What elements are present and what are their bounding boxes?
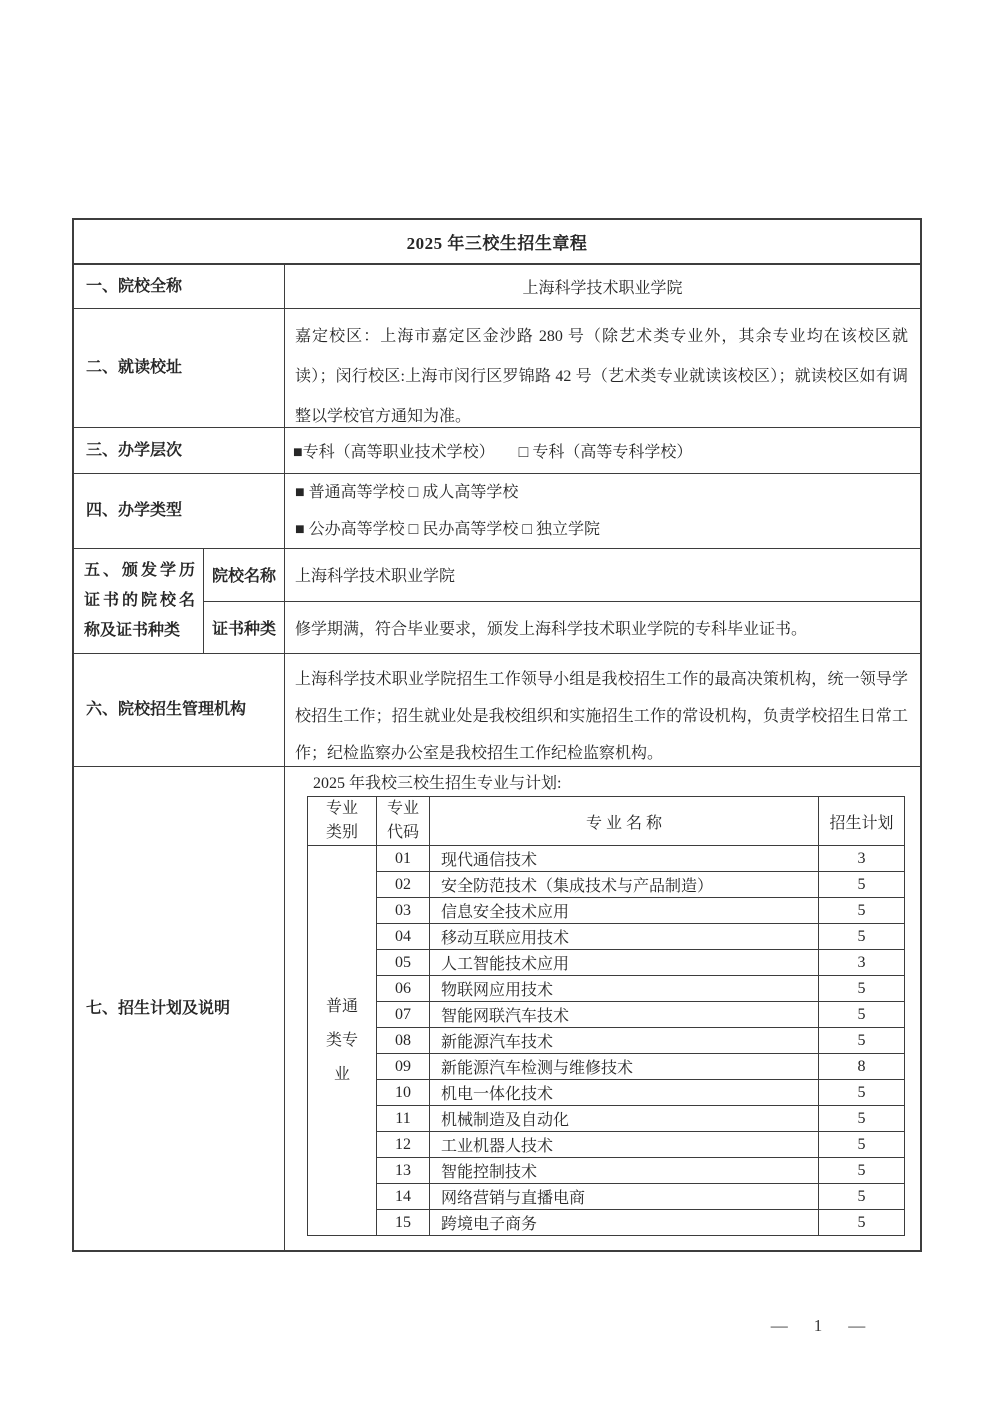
label-admission-org: 六、院校招生管理机构 (74, 654, 285, 766)
plan-major-count: 5 (819, 924, 905, 950)
plan-major-count: 5 (819, 1028, 905, 1054)
plan-row (308, 846, 905, 872)
row-admission-org (74, 654, 920, 767)
plan-major-name: 安全防范技术（集成技术与产品制造） (430, 872, 819, 898)
page-number (748, 1316, 888, 1336)
plan-major-name: 新能源汽车技术 (430, 1028, 819, 1054)
plan-major-count: 5 (819, 976, 905, 1002)
plan-major-code: 12 (377, 1132, 430, 1158)
plan-major-count: 5 (819, 1184, 905, 1210)
plan-major-code: 05 (377, 950, 430, 976)
plan-major-code: 04 (377, 924, 430, 950)
label-certificate: 五、颁发学历证书的院校名称及证书种类 (74, 549, 204, 653)
plan-major-code: 06 (377, 976, 430, 1002)
plan-major-name: 现代通信技术 (430, 846, 819, 872)
plan-major-count: 5 (819, 898, 905, 924)
plan-major-code: 10 (377, 1080, 430, 1106)
value-college-name: 上海科学技术职业学院 (522, 280, 683, 297)
plan-intro: 2025 年我校三校生招生专业与计划: (313, 775, 562, 792)
plan-major-count: 5 (819, 1002, 905, 1028)
plan-major-code: 08 (377, 1028, 430, 1054)
header-plan-count: 招生计划 (819, 797, 905, 846)
row-certificate (74, 549, 920, 654)
row-school-type (74, 474, 920, 549)
certificate-subtable (204, 549, 920, 653)
plan-category-cell: 普通类专业 (308, 846, 377, 1236)
plan-major-name: 人工智能技术应用 (430, 950, 819, 976)
table-title-row (74, 220, 920, 265)
plan-row (308, 976, 905, 1002)
plan-row (308, 1184, 905, 1210)
plan-row (308, 898, 905, 924)
plan-major-count: 8 (819, 1054, 905, 1080)
page-number-dash-right: — (848, 1316, 866, 1335)
label-enrollment-plan: 七、招生计划及说明 (74, 767, 285, 1250)
plan-major-count: 3 (819, 846, 905, 872)
row-education-level (74, 428, 920, 474)
label-education-level: 三、办学层次 (74, 428, 285, 473)
page-number-dash-left: — (770, 1316, 788, 1335)
plan-major-count: 5 (819, 1158, 905, 1184)
label-campus-address: 二、就读校址 (74, 309, 285, 427)
plan-row (308, 1210, 905, 1236)
plan-major-code: 14 (377, 1184, 430, 1210)
plan-major-code: 03 (377, 898, 430, 924)
sublabel-college-name: 院校名称 (204, 549, 285, 601)
plan-row (308, 1158, 905, 1184)
value-education-level: ■专科（高等职业技术学校） □ 专科（高等专科学校） (293, 444, 693, 461)
plan-major-count: 5 (819, 1106, 905, 1132)
admission-regulations-table (72, 218, 922, 1252)
header-major-name: 专 业 名 称 (430, 797, 819, 846)
plan-row (308, 1054, 905, 1080)
plan-table-body (308, 846, 905, 1236)
plan-major-code: 02 (377, 872, 430, 898)
plan-major-name: 跨境电子商务 (430, 1210, 819, 1236)
row-enrollment-plan (74, 767, 920, 1250)
plan-major-code: 07 (377, 1002, 430, 1028)
plan-row (308, 1106, 905, 1132)
label-college-name: 一、院校全称 (74, 265, 285, 308)
plan-major-count: 5 (819, 1132, 905, 1158)
plan-major-count: 5 (819, 872, 905, 898)
plan-major-code: 09 (377, 1054, 430, 1080)
school-type-line2: ■ 公办高等学校 □ 民办高等学校 □ 独立学院 (295, 521, 600, 538)
plan-table (307, 796, 905, 1236)
plan-header-row (308, 797, 905, 846)
plan-major-code: 15 (377, 1210, 430, 1236)
plan-major-name: 机械制造及自动化 (430, 1106, 819, 1132)
subrow-certificate-type (204, 601, 920, 654)
value-admission-org: 上海科学技术职业学院招生工作领导小组是我校招生工作的最高决策机构，统一领导学校招生工作；招生就业处是我校组织和实施招生工作的常设机构，负责学校招生日常工作；纪检监察办公室是我校招生工作纪检监察机构。 (295, 671, 908, 762)
plan-major-name: 新能源汽车检测与维修技术 (430, 1054, 819, 1080)
value-campus-address: 嘉定校区：上海市嘉定区金沙路 280 号（除艺术类专业外，其余专业均在该校区就读）；闵行校区:上海市闵行区罗锦路 42 号（艺术类专业就读该校区）；就读校区如有调整以学校官方通知为准。 (295, 328, 908, 425)
plan-major-code: 13 (377, 1158, 430, 1184)
plan-row (308, 950, 905, 976)
value-enrollment-plan (285, 767, 920, 1250)
row-college-name (74, 265, 920, 309)
row-campus-address (74, 309, 920, 428)
subvalue-certificate-type: 修学期满，符合毕业要求，颁发上海科学技术职业学院的专科毕业证书。 (295, 620, 808, 638)
subrow-college-name (204, 549, 920, 601)
label-school-type: 四、办学类型 (74, 474, 285, 548)
plan-major-count: 3 (819, 950, 905, 976)
plan-row (308, 1002, 905, 1028)
plan-major-code: 01 (377, 846, 430, 872)
sublabel-certificate-type: 证书种类 (204, 602, 285, 654)
plan-major-count: 5 (819, 1080, 905, 1106)
plan-major-name: 网络营销与直播电商 (430, 1184, 819, 1210)
plan-row (308, 872, 905, 898)
document-title: 2025 年三校生招生章程 (406, 234, 588, 253)
page-number-value: 1 (813, 1316, 823, 1335)
subvalue-college-name: 上海科学技术职业学院 (295, 568, 456, 586)
plan-major-name: 机电一体化技术 (430, 1080, 819, 1106)
plan-major-name: 物联网应用技术 (430, 976, 819, 1002)
value-school-type (285, 474, 920, 548)
plan-row (308, 1132, 905, 1158)
plan-row (308, 1080, 905, 1106)
plan-major-count: 5 (819, 1210, 905, 1236)
header-category: 专业类别 (308, 797, 377, 846)
plan-major-name: 工业机器人技术 (430, 1132, 819, 1158)
plan-major-name: 智能网联汽车技术 (430, 1002, 819, 1028)
plan-row (308, 924, 905, 950)
school-type-line1: ■ 普通高等学校 □ 成人高等学校 (295, 484, 519, 501)
plan-major-code: 11 (377, 1106, 430, 1132)
header-code: 专业代码 (377, 797, 430, 846)
plan-row (308, 1028, 905, 1054)
plan-major-name: 移动互联应用技术 (430, 924, 819, 950)
plan-major-name: 信息安全技术应用 (430, 898, 819, 924)
plan-major-name: 智能控制技术 (430, 1158, 819, 1184)
